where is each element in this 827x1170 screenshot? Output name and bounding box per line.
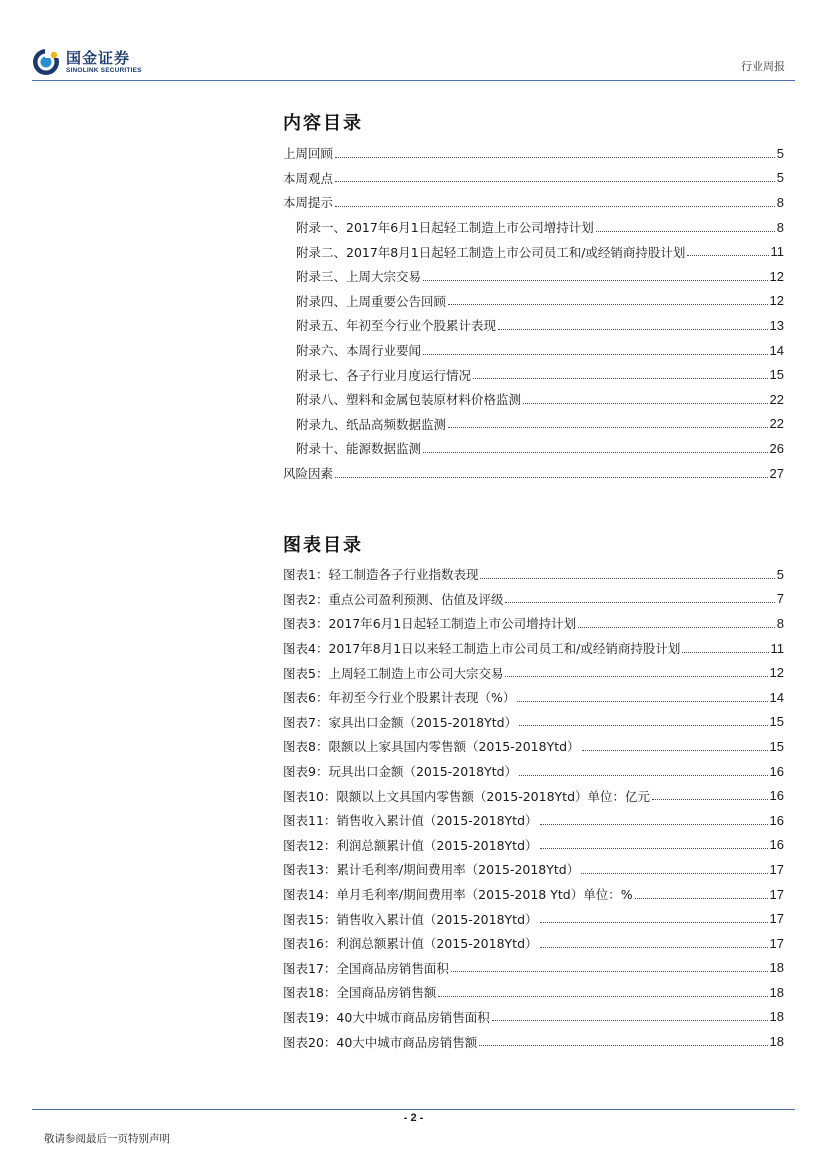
toc-entry[interactable] bbox=[283, 562, 784, 587]
dot-leader bbox=[423, 442, 768, 453]
dot-leader bbox=[523, 393, 768, 404]
toc-entry[interactable] bbox=[283, 857, 784, 882]
toc-entry[interactable] bbox=[283, 264, 784, 289]
toc-entry[interactable] bbox=[283, 882, 784, 907]
toc-entry-title: 上周回顾 bbox=[283, 146, 334, 162]
toc-entry-page: 16 bbox=[769, 812, 784, 828]
toc-entry-title: 图表16：利润总额累计值（2015-2018Ytd） bbox=[283, 936, 538, 952]
toc-entry-title: 图表15：销售收入累计值（2015-2018Ytd） bbox=[283, 911, 538, 927]
dot-leader bbox=[581, 863, 767, 874]
toc-entry[interactable] bbox=[283, 387, 784, 412]
toc-entry-title: 附录二、2017年8月1日起轻工制造上市公司员工和/或经销商持股计划 bbox=[296, 244, 686, 260]
toc-entry-page: 17 bbox=[769, 935, 784, 951]
toc-entry[interactable] bbox=[283, 190, 784, 215]
toc-entry[interactable] bbox=[283, 956, 784, 981]
toc-entry-title: 图表20：40大中城市商品房销售额 bbox=[283, 1034, 478, 1050]
dot-leader bbox=[335, 196, 775, 207]
toc-entry-title: 图表10：限额以上文具国内零售额（2015-2018Ytd）单位：亿元 bbox=[283, 788, 651, 804]
dot-leader bbox=[517, 691, 767, 702]
toc-entry-page: 12 bbox=[769, 665, 784, 681]
dot-leader bbox=[652, 789, 768, 800]
toc-entry-page: 8 bbox=[776, 615, 784, 631]
dot-leader bbox=[423, 270, 768, 281]
toc-entry-title: 附录三、上周大宗交易 bbox=[296, 269, 422, 285]
toc-entry[interactable] bbox=[283, 734, 784, 759]
toc-entry-page: 16 bbox=[769, 763, 784, 779]
toc-entry-page: 12 bbox=[769, 268, 784, 284]
toc-entry-title: 本周观点 bbox=[283, 170, 334, 186]
toc-entry-title: 图表4：2017年8月1日以来轻工制造上市公司员工和/或经销商持股计划 bbox=[283, 641, 681, 657]
toc-entry-page: 11 bbox=[770, 640, 784, 656]
toc-entry-page: 18 bbox=[769, 984, 784, 1000]
toc-entry-title: 图表6：年初至今行业个股累计表现（%） bbox=[283, 690, 516, 706]
toc-entry-title: 附录四、上周重要公告回顾 bbox=[296, 293, 447, 309]
dot-leader bbox=[335, 171, 775, 182]
toc-entry-page: 12 bbox=[769, 293, 784, 309]
toc-entry-title: 图表14：单月毛利率/期间费用率（2015-2018 Ytd）单位：% bbox=[283, 887, 633, 903]
toc-entry[interactable] bbox=[283, 215, 784, 240]
toc-entry-page: 13 bbox=[769, 317, 784, 333]
dot-leader bbox=[498, 319, 768, 330]
dot-leader bbox=[578, 617, 775, 628]
toc-entry[interactable] bbox=[283, 980, 784, 1005]
toc-entry-title: 图表2：重点公司盈利预测、估值及评级 bbox=[283, 591, 504, 607]
logo-chinese-name: 国金证券 bbox=[66, 48, 131, 67]
toc-entry-page: 5 bbox=[776, 170, 784, 186]
toc-entry[interactable] bbox=[283, 710, 784, 735]
toc-entry-page: 11 bbox=[770, 244, 784, 260]
toc-entry-title: 图表12：利润总额累计值（2015-2018Ytd） bbox=[283, 837, 538, 853]
toc-entry-page: 17 bbox=[769, 886, 784, 902]
toc-entry[interactable] bbox=[283, 759, 784, 784]
toc-entry-page: 16 bbox=[769, 837, 784, 853]
toc-entry[interactable] bbox=[283, 436, 784, 461]
toc-entry-page: 16 bbox=[769, 788, 784, 804]
dot-leader bbox=[540, 838, 768, 849]
dot-leader bbox=[492, 1010, 768, 1021]
toc-entry[interactable] bbox=[283, 412, 784, 437]
toc-entry[interactable] bbox=[283, 808, 784, 833]
toc-entry[interactable] bbox=[283, 636, 784, 661]
toc-entry-page: 18 bbox=[769, 960, 784, 976]
page-number: - 2 - bbox=[403, 1112, 424, 1124]
toc-entry-title: 附录一、2017年6月1日起轻工制造上市公司增持计划 bbox=[296, 220, 594, 236]
figures-list bbox=[283, 562, 784, 1054]
toc-entry[interactable] bbox=[283, 685, 784, 710]
company-logo bbox=[32, 46, 142, 78]
toc-entry-page: 14 bbox=[769, 689, 784, 705]
toc-entry[interactable] bbox=[283, 783, 784, 808]
toc-entry-title: 附录五、年初至今行业个股累计表现 bbox=[296, 318, 497, 334]
toc-entry-title: 本周提示 bbox=[283, 195, 334, 211]
toc-entry[interactable] bbox=[283, 1005, 784, 1030]
toc-entry-title: 图表7：家具出口金额（2015-2018Ytd） bbox=[283, 714, 518, 730]
contents-list bbox=[283, 141, 784, 485]
dot-leader bbox=[335, 467, 768, 478]
dot-leader bbox=[448, 294, 768, 305]
toc-entry-title: 附录八、塑料和金属包装原材料价格监测 bbox=[296, 392, 522, 408]
toc-entry[interactable] bbox=[283, 587, 784, 612]
dot-leader bbox=[335, 147, 775, 158]
dot-leader bbox=[505, 592, 774, 603]
toc-entry-title: 图表9：玩具出口金额（2015-2018Ytd） bbox=[283, 764, 518, 780]
toc-entry-page: 15 bbox=[769, 738, 784, 754]
dot-leader bbox=[480, 568, 774, 579]
dot-leader bbox=[479, 1035, 767, 1046]
toc-entry[interactable] bbox=[283, 931, 784, 956]
toc-entry-page: 5 bbox=[776, 145, 784, 161]
dot-leader bbox=[473, 368, 768, 379]
toc-entry-page: 15 bbox=[769, 714, 784, 730]
toc-entry[interactable] bbox=[283, 313, 784, 338]
dot-leader bbox=[540, 912, 768, 923]
toc-entry-page: 17 bbox=[769, 861, 784, 877]
toc-entry-title: 附录七、各子行业月度运行情况 bbox=[296, 367, 472, 383]
toc-entry-title: 图表1：轻工制造各子行业指数表现 bbox=[283, 567, 479, 583]
toc-entry-page: 22 bbox=[769, 391, 784, 407]
toc-entry-title: 风险因素 bbox=[283, 466, 334, 482]
logo-mark-icon bbox=[32, 48, 60, 76]
dot-leader bbox=[540, 814, 768, 825]
contents-title: 内容目录 bbox=[283, 113, 363, 134]
toc-entry-title: 图表11：销售收入累计值（2015-2018Ytd） bbox=[283, 813, 538, 829]
toc-entry-page: 8 bbox=[776, 194, 784, 210]
toc-entry[interactable] bbox=[283, 289, 784, 314]
toc-entry-title: 图表8：限额以上家具国内零售额（2015-2018Ytd） bbox=[283, 739, 580, 755]
toc-entry-title: 图表3：2017年6月1日起轻工制造上市公司增持计划 bbox=[283, 616, 577, 632]
dot-leader bbox=[596, 221, 775, 232]
toc-entry[interactable] bbox=[283, 660, 784, 685]
toc-entry-page: 18 bbox=[769, 1034, 784, 1050]
footer-divider bbox=[32, 1109, 795, 1110]
toc-entry-title: 图表5：上周轻工制造上市公司大宗交易 bbox=[283, 665, 504, 681]
toc-entry[interactable] bbox=[283, 1029, 784, 1054]
toc-entry-page: 22 bbox=[769, 416, 784, 432]
toc-entry-title: 附录九、纸品高频数据监测 bbox=[296, 416, 447, 432]
toc-entry[interactable] bbox=[283, 833, 784, 858]
toc-entry-page: 18 bbox=[769, 1009, 784, 1025]
dot-leader bbox=[448, 417, 768, 428]
dot-leader bbox=[519, 765, 767, 776]
toc-entry-page: 26 bbox=[769, 440, 784, 456]
toc-entry[interactable] bbox=[283, 906, 784, 931]
dot-leader bbox=[682, 642, 768, 653]
toc-entry-page: 7 bbox=[776, 591, 784, 607]
toc-entry[interactable] bbox=[283, 239, 784, 264]
disclaimer-text: 敬请参阅最后一页特别声明 bbox=[44, 1133, 170, 1145]
toc-entry[interactable] bbox=[283, 166, 784, 191]
toc-entry[interactable] bbox=[283, 362, 784, 387]
dot-leader bbox=[423, 344, 768, 355]
dot-leader bbox=[540, 937, 768, 948]
toc-entry[interactable] bbox=[283, 141, 784, 166]
toc-entry-title: 图表18：全国商品房销售额 bbox=[283, 985, 437, 1001]
toc-entry[interactable] bbox=[283, 611, 784, 636]
toc-entry-page: 5 bbox=[776, 566, 784, 582]
dot-leader bbox=[505, 666, 767, 677]
toc-entry-page: 14 bbox=[769, 342, 784, 358]
logo-english-name: SINOLINK SECURITIES bbox=[66, 66, 142, 74]
toc-entry[interactable] bbox=[283, 461, 784, 486]
toc-entry-page: 15 bbox=[769, 367, 784, 383]
dot-leader bbox=[451, 961, 768, 972]
toc-entry-page: 8 bbox=[776, 219, 784, 235]
dot-leader bbox=[519, 715, 767, 726]
dot-leader bbox=[582, 740, 768, 751]
toc-entry-page: 17 bbox=[769, 911, 784, 927]
toc-entry[interactable] bbox=[283, 338, 784, 363]
report-type-label: 行业周报 bbox=[741, 60, 785, 73]
toc-entry-title: 图表19：40大中城市商品房销售面积 bbox=[283, 1009, 490, 1025]
dot-leader bbox=[438, 986, 767, 997]
toc-entry-title: 附录十、能源数据监测 bbox=[296, 441, 422, 457]
figures-title: 图表目录 bbox=[283, 535, 363, 556]
toc-entry-title: 图表13：累计毛利率/期间费用率（2015-2018Ytd） bbox=[283, 862, 580, 878]
dot-leader bbox=[687, 245, 768, 256]
toc-entry-title: 图表17：全国商品房销售面积 bbox=[283, 960, 449, 976]
dot-leader bbox=[635, 888, 768, 899]
toc-entry-title: 附录六、本周行业要闻 bbox=[296, 343, 422, 359]
toc-entry-page: 27 bbox=[769, 465, 784, 481]
header-divider bbox=[32, 80, 795, 81]
